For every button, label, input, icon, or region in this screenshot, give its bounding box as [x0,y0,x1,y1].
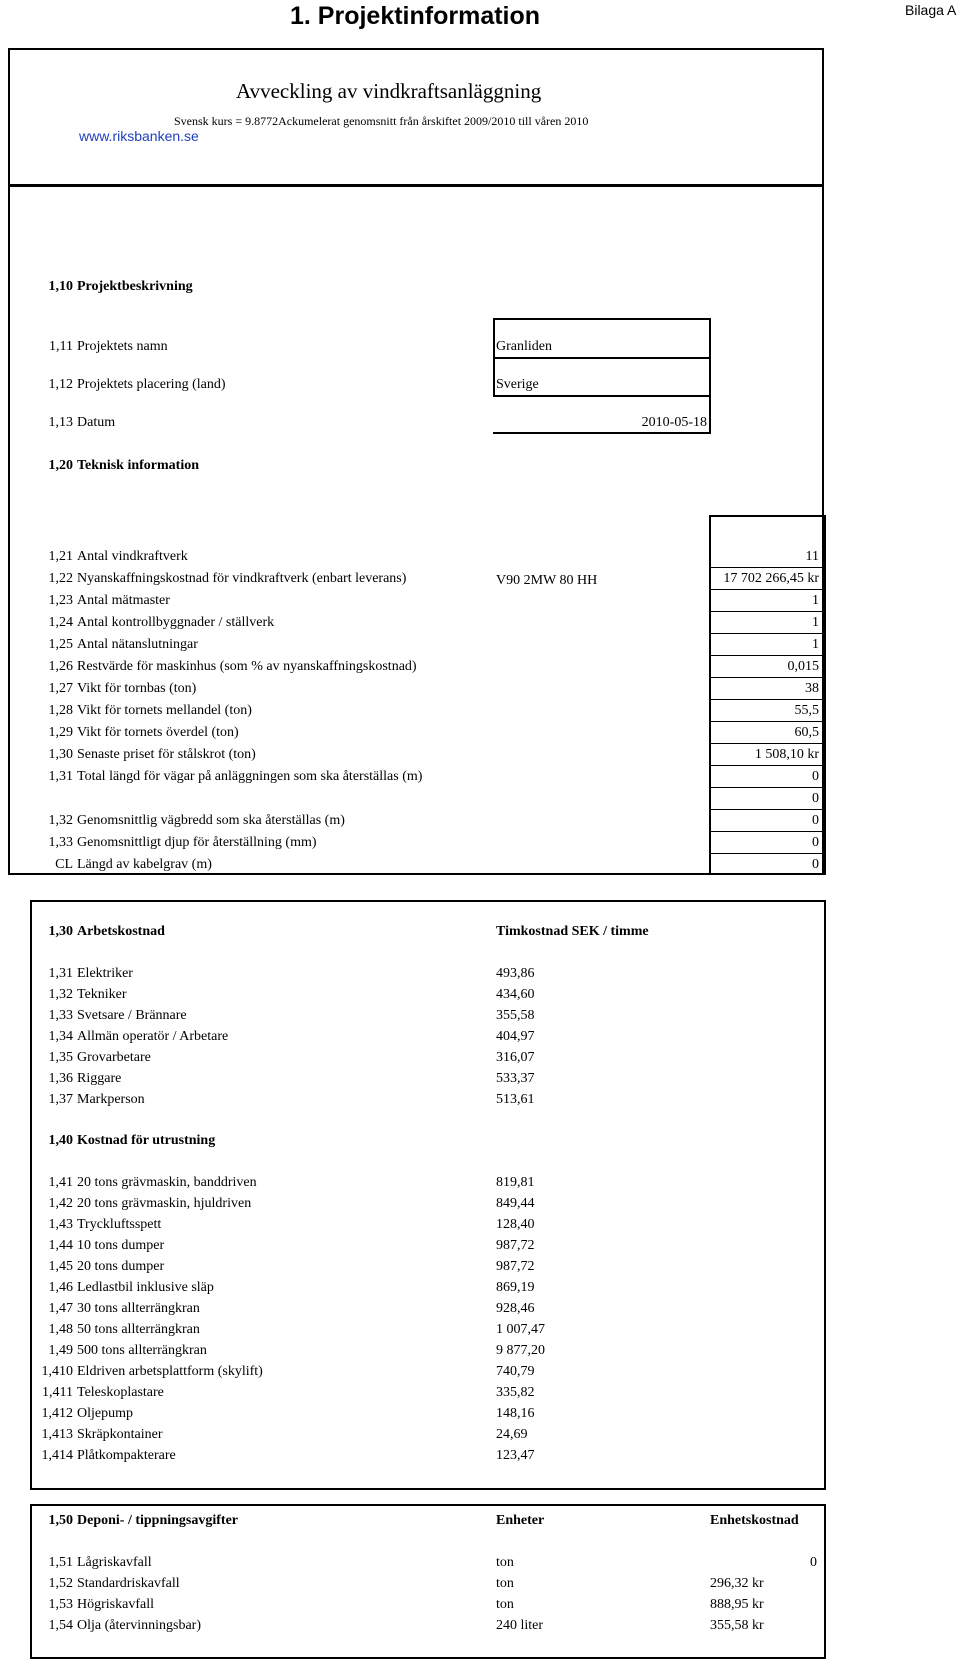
row-value[interactable]: 493,86 [496,966,535,981]
row-value[interactable]: 740,79 [496,1364,535,1379]
row-label: Vikt för tornets överdel (ton) [77,725,239,740]
row-label: Standardriskavfall [77,1576,180,1591]
cell-divider [709,853,826,854]
row-value[interactable]: 38 [805,681,819,696]
row-label: Svetsare / Brännare [77,1008,187,1023]
row-unit: ton [496,1597,514,1612]
row-number: CL [55,857,73,872]
row-label: 10 tons dumper [77,1238,165,1253]
row-value[interactable]: 123,47 [496,1448,535,1463]
row-value[interactable]: 55,5 [794,703,819,718]
row-label: Antal nätanslutningar [77,637,198,652]
row-value[interactable]: 0 [812,835,819,850]
cell-divider [709,633,826,634]
row-value[interactable]: 17 702 266,45 kr [723,571,819,586]
row-label: Lågriskavfall [77,1555,152,1570]
row-number: 1,30 [48,747,73,762]
section-number: 1,30 [48,924,73,939]
cell-divider [709,721,826,722]
row-value[interactable]: 0 [812,769,819,784]
row-label: 50 tons allterrängkran [77,1322,200,1337]
row-label: Antal kontrollbyggnader / ställverk [77,615,275,630]
row-number: 1,34 [48,1029,73,1044]
row-number: 1,24 [48,615,73,630]
column-heading: Timkostnad SEK / timme [496,924,649,939]
date-field-border [709,395,711,434]
row-number: 1,33 [48,835,73,850]
row-number: 1,44 [48,1238,73,1253]
row-number: 1,11 [49,339,73,354]
row-value[interactable]: 0 [812,813,819,828]
cell-divider [709,809,826,810]
row-value[interactable]: 1 007,47 [496,1322,545,1337]
section-number: 1,40 [48,1133,73,1148]
row-value[interactable]: 1 508,10 kr [754,747,819,762]
row-number: 1,37 [48,1092,73,1107]
row-number: 1,49 [48,1343,73,1358]
cell-divider [709,765,826,766]
row-number: 1,29 [48,725,73,740]
section-heading: Deponi- / tippningsavgifter [77,1513,239,1528]
intro-heading: Avveckling av vindkraftsanläggning [236,79,542,103]
project-name-value: Granliden [496,339,552,354]
project-location-value: Sverige [496,377,539,392]
row-number: 1,45 [48,1259,73,1274]
row-cost[interactable]: 888,95 kr [710,1597,764,1612]
riksbanken-link[interactable]: www.riksbanken.se [79,128,199,144]
row-value[interactable]: 9 877,20 [496,1343,545,1358]
row-number: 1,414 [41,1448,73,1463]
row-label: 20 tons grävmaskin, hjuldriven [77,1196,252,1211]
row-number: 1,43 [48,1217,73,1232]
row-label: Markperson [77,1092,145,1107]
row-label: Antal vindkraftverk [77,549,188,564]
column-heading: Enhetskostnad [710,1513,799,1528]
row-value[interactable]: 819,81 [496,1175,535,1190]
row-value[interactable]: 513,61 [496,1092,535,1107]
row-value[interactable]: 928,46 [496,1301,535,1316]
row-value[interactable]: 1 [812,637,819,652]
row-value[interactable]: 11 [805,549,819,564]
row-label: Total längd för vägar på anläggningen som ska återställas (m) [77,769,423,784]
cell-divider [709,699,826,700]
row-label: Vikt för tornbas (ton) [77,681,197,696]
row-number: 1,54 [48,1618,73,1633]
row-label: Plåtkompakterare [77,1448,176,1463]
cell-divider [709,655,826,656]
row-value[interactable]: 24,69 [496,1427,528,1442]
row-number: 1,53 [48,1597,73,1612]
row-number: 1,33 [48,1008,73,1023]
row-number: 1,35 [48,1050,73,1065]
row-unit: 240 liter [496,1618,544,1633]
row-number: 1,27 [48,681,73,696]
row-label: Tekniker [77,987,127,1002]
page-title: 1. Projektinformation [290,2,541,30]
row-number: 1,42 [48,1196,73,1211]
row-label: Ledlastbil inklusive släp [77,1280,214,1295]
row-value[interactable]: 1 [812,615,819,630]
column-heading: Enheter [496,1513,545,1528]
row-number: 1,410 [41,1364,73,1379]
row-number: 1,31 [48,769,73,784]
section-number: 1,20 [48,458,73,473]
row-cost[interactable]: 355,58 kr [710,1618,764,1633]
row-value[interactable]: 335,82 [496,1385,535,1400]
row-number: 1,411 [42,1385,73,1400]
row-number: 1,52 [48,1576,73,1591]
project-date-label: Datum [77,415,116,430]
cell-divider [709,831,826,832]
row-number: 1,25 [48,637,73,652]
row-number: 1,47 [48,1301,73,1316]
row-number: 1,26 [48,659,73,674]
cell-divider [709,743,826,744]
row-label: Längd av kabelgrav (m) [77,857,212,872]
row-number: 1,21 [48,549,73,564]
labor-box [30,900,826,1490]
row-label: Riggare [77,1071,122,1086]
date-field-border [493,432,711,434]
row-value[interactable]: 0 [812,857,819,872]
row-number: 1,412 [41,1406,73,1421]
row-value[interactable]: 128,40 [496,1217,535,1232]
row-label: Antal mätmaster [77,593,170,608]
row-value[interactable]: 60,5 [794,725,819,740]
row-label: 500 tons allterrängkran [77,1343,207,1358]
row-label: Elektriker [77,966,133,981]
row-label: Senaste priset för stålskrot (ton) [77,747,256,762]
row-number: 1,23 [48,593,73,608]
row-value[interactable]: 869,19 [496,1280,535,1295]
row-number: 1,48 [48,1322,73,1337]
row-value[interactable]: 148,16 [496,1406,535,1421]
row-label: Nyanskaffningskostnad för vindkraftverk (enbart leverans) [77,571,407,586]
row-number: 1,32 [48,987,73,1002]
row-label: 20 tons grävmaskin, banddriven [77,1175,257,1190]
cell-divider [709,567,826,568]
row-value[interactable]: 987,72 [496,1238,535,1253]
row-number: 1,31 [48,966,73,981]
row-number: 1,22 [48,571,73,586]
row-label: Oljepump [77,1406,133,1421]
row-label: Eldriven arbetsplattform (skylift) [77,1364,263,1379]
project-date-value[interactable]: 2010-05-18 [641,415,707,430]
row-number: 1,32 [48,813,73,828]
row-number: 1,51 [48,1555,73,1570]
row-value[interactable]: 434,60 [496,987,535,1002]
row-value[interactable]: 404,97 [496,1029,535,1044]
project-location-label: Projektets placering (land) [77,377,226,392]
exchange-rate-note: Svensk kurs = 9.8772Ackumelerat genomsnitt från årskiftet 2009/2010 till våren 2010 [174,114,589,128]
section-heading: Arbetskostnad [77,924,165,939]
cell-divider [709,589,826,590]
row-label: Skräpkontainer [77,1427,163,1442]
row-unit: ton [496,1576,514,1591]
row-label: Grovarbetare [77,1050,151,1065]
appendix-label: Bilaga A [905,2,957,18]
row-value[interactable]: 987,72 [496,1259,535,1274]
row-label: Högriskavfall [77,1597,154,1612]
row-label: Olja (återvinningsbar) [77,1618,202,1633]
row-number: 1,13 [48,415,73,430]
row-number: 1,46 [48,1280,73,1295]
row-label: Genomsnittlig vägbredd som ska återställas (m) [77,813,345,828]
cell-divider [709,787,826,788]
row-label: Genomsnittligt djup för återställning (mm) [77,835,317,850]
row-value[interactable]: 0 [812,791,819,806]
row-cost[interactable]: 296,32 kr [710,1576,764,1591]
row-label: 30 tons allterrängkran [77,1301,200,1316]
section-heading: Kostnad för utrustning [77,1133,216,1148]
row-value[interactable]: 316,07 [496,1050,535,1065]
section-number: 1,50 [48,1513,73,1528]
section-heading: Projektbeskrivning [77,279,193,294]
section-number: 1,10 [48,279,73,294]
row-value[interactable]: 0,015 [787,659,819,674]
row-value[interactable]: 533,37 [496,1071,535,1086]
turbine-model: V90 2MW 80 HH [496,573,598,588]
row-value[interactable]: 355,58 [496,1008,535,1023]
row-label: 20 tons dumper [77,1259,165,1274]
row-number: 1,36 [48,1071,73,1086]
row-number: 1,12 [48,377,73,392]
row-value[interactable]: 1 [812,593,819,608]
row-value[interactable]: 849,44 [496,1196,535,1211]
cell-divider [709,611,826,612]
row-label: Vikt för tornets mellandel (ton) [77,703,252,718]
project-name-label: Projektets namn [77,339,168,354]
row-cost[interactable]: 0 [810,1555,817,1570]
section-heading: Teknisk information [77,458,200,473]
row-number: 1,41 [48,1175,73,1190]
row-unit: ton [496,1555,514,1570]
row-label: Tryckluftsspett [77,1217,162,1232]
cell-divider [709,677,826,678]
row-number: 1,28 [48,703,73,718]
row-label: Restvärde för maskinhus (som % av nyanskaffningskostnad) [77,659,417,674]
row-label: Teleskoplastare [77,1385,164,1400]
row-label: Allmän operatör / Arbetare [77,1029,229,1044]
row-number: 1,413 [41,1427,73,1442]
